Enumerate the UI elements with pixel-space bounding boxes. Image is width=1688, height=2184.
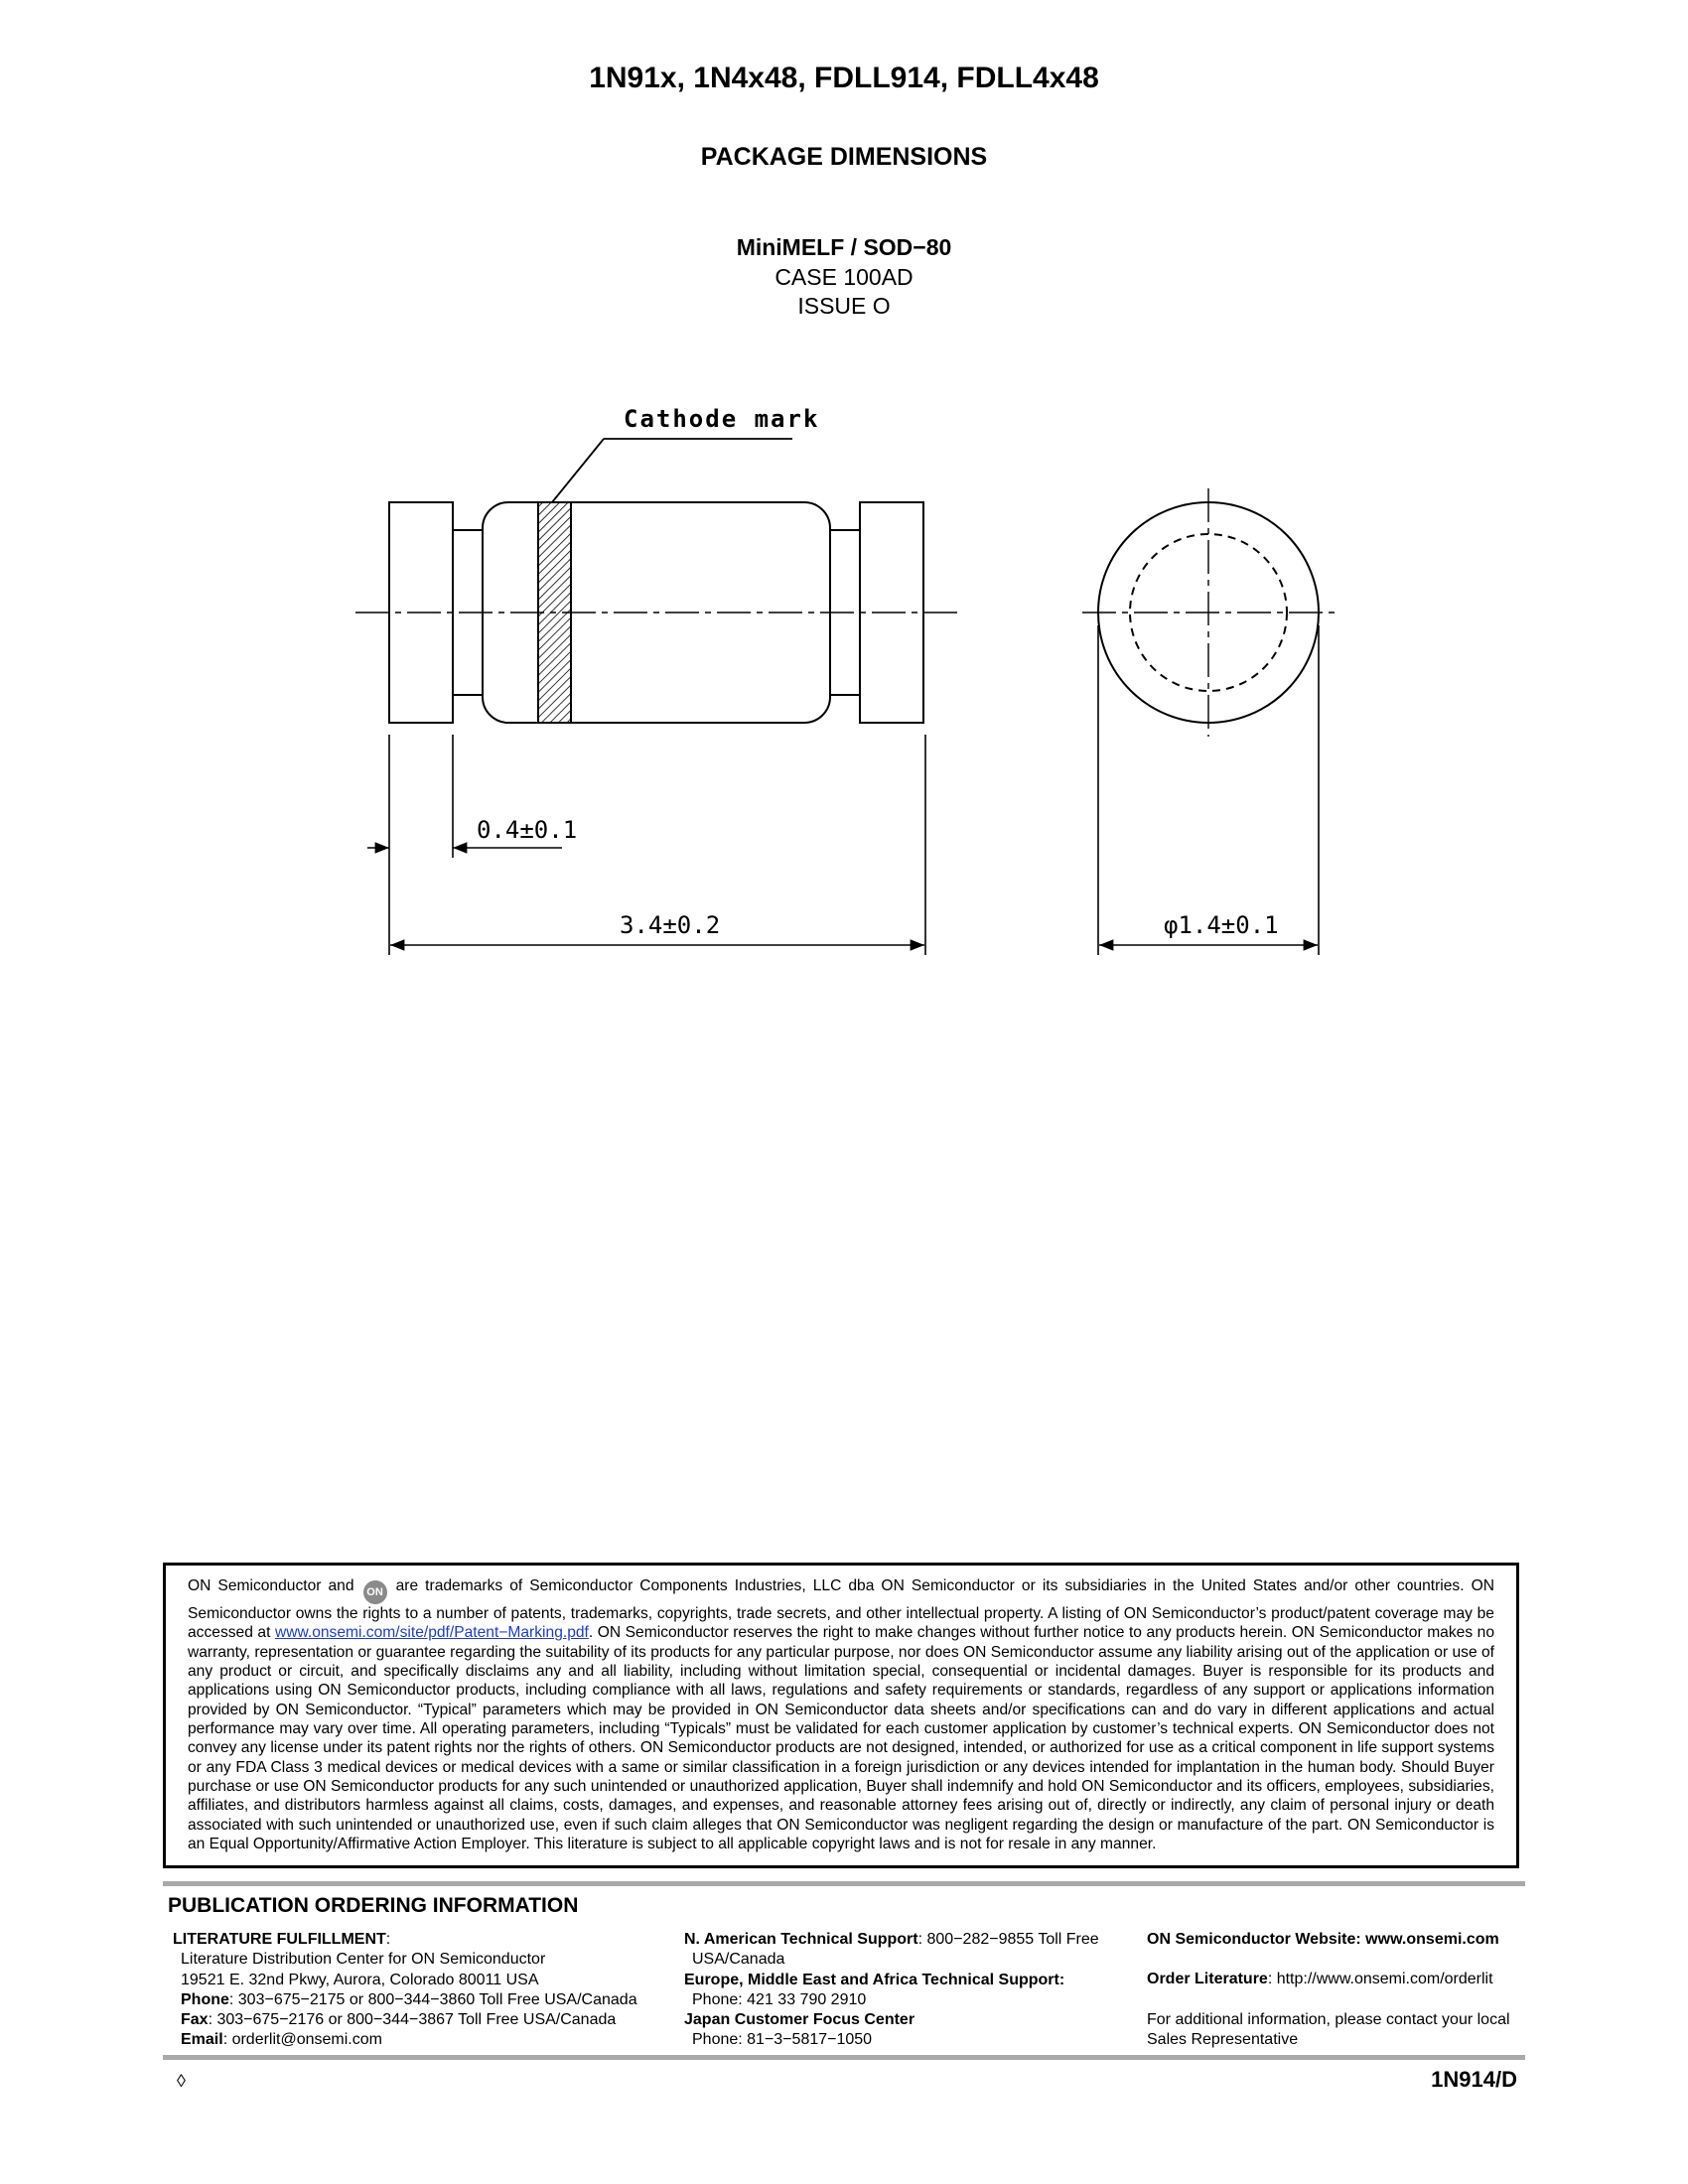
legal-text-part2: are trademarks of Semiconductor Components Industries, LLC dba ON Semiconductor or its subsidiaries in the United States and/or other countries. ON Semiconductor owns the rights to a number of patents, trademarks, copyrights, trade secrets, and other intellectual property. A listing of ON Semiconductor’s product/patent coverage may be accessed at — [188, 1577, 1494, 1642]
fax-value: : 303−675−2176 or 800−344−3867 Toll Free USA/Canada — [208, 2011, 617, 2029]
lead-width-dimension: 0.4±0.1 — [477, 816, 578, 844]
cathode-mark-label: Cathode mark — [624, 405, 820, 433]
technical-support-column — [684, 1930, 1141, 2051]
section-title: PACKAGE DIMENSIONS — [700, 143, 988, 171]
website-label: ON Semiconductor Website — [1147, 1931, 1356, 1948]
legal-text-part1: ON Semiconductor and — [188, 1577, 354, 1594]
na-support-region: USA/Canada — [692, 1951, 785, 1969]
japan-center-phone: Phone: 81−3−5817−1050 — [692, 2031, 873, 2049]
website-link[interactable]: : www.onsemi.com — [1355, 1931, 1499, 1948]
on-semiconductor-logo-icon: ON — [363, 1580, 387, 1604]
cathode-leader — [552, 439, 792, 502]
website-column — [1147, 1930, 1534, 2050]
na-support-label: N. American Technical Support — [684, 1931, 918, 1948]
ordering-title: PUBLICATION ORDERING INFORMATION — [168, 1894, 579, 1917]
fax-label: Fax — [181, 2011, 209, 2029]
literature-fulfillment-column — [173, 1930, 669, 2051]
end-view — [1082, 488, 1335, 737]
diameter-dimension: φ1.4±0.1 — [1164, 911, 1279, 939]
package-dimension-drawing — [0, 0, 1688, 993]
literature-label: LITERATURE FULFILLMENT — [173, 1931, 386, 1948]
package-issue: ISSUE O — [797, 293, 891, 319]
legal-disclaimer-box — [163, 1563, 1519, 1868]
legal-text-part3: . ON Semiconductor reserves the right to make changes without further notice to any products herein. ON Semiconductor makes no warranty, representation or guarantee regarding the suitability of its products for any particular purpose, nor does ON Semiconductor assume any liability arising out of the application or use of any product or circuit, and specifically disclaims any and all liability, including without limitation special, consequential or incidental damages. Buyer is responsible for its products and applications using ON Semiconductor products, including compliance with all laws, regulations and safety requirements or standards, regardless of any support or applications information provided by ON Semiconductor. “Typical” parameters which may be provided in ON Semiconductor data sheets and/or specifications can and do vary in different applications and actual performance may vary over time. All operating parameters, including “Typicals” must be validated for each customer application by customer’s technical experts. ON Semiconductor does not convey any license under its patent rights nor the rights of others. ON Semiconductor products are not designed, intended, or authorized for use as a critical component in life support systems or any FDA Class 3 medical devices or medical devices with a same or similar classification in a foreign jurisdiction or any devices intended for implantation in the human body. Should Buyer purchase or use ON Semiconductor products for any such unintended or unauthorized application, Buyer shall indemnify and hold ON Semiconductor and its officers, employees, subsidiaries, affiliates, and distributors harmless against all claims, costs, damages, and expenses, and reasonable attorney fees arising out of, directly or indirectly, any claim of personal injury or death associated with such unintended or unauthorized use, even if such claim alleges that ON Semiconductor was negligent regarding the design or manufacture of the part. ON Semiconductor is an Equal Opportunity/Affirmative Action Employer. This literature is subject to all applicable copyright laws and is not for resale in any manner. — [188, 1624, 1494, 1853]
diamond-symbol: ◊ — [177, 2071, 186, 2091]
patent-marking-link[interactable]: www.onsemi.com/site/pdf/Patent−Marking.pdf — [274, 1624, 589, 1642]
japan-center-label: Japan Customer Focus Center — [684, 2011, 915, 2029]
na-support-value: : 800−282−9855 Toll Free — [917, 1931, 1099, 1948]
divider-top — [163, 1881, 1525, 1886]
additional-info: For additional information, please contact your local Sales Representative — [1147, 2010, 1510, 2048]
package-name: MiniMELF / SOD−80 — [736, 234, 952, 260]
literature-address: 19521 E. 32nd Pkwy, Aurora, Colorado 80011 USA — [181, 1971, 539, 1988]
divider-bottom — [163, 2055, 1525, 2060]
email-value[interactable]: : orderlit@onsemi.com — [222, 2031, 382, 2049]
document-number: 1N914/D — [1431, 2067, 1517, 2092]
phone-value: : 303−675−2175 or 800−344−3860 Toll Free USA/Canada — [228, 1990, 637, 2008]
order-literature-link[interactable]: : http://www.onsemi.com/orderlit — [1267, 1971, 1493, 1988]
europe-support-phone: Phone: 421 33 790 2910 — [692, 1990, 867, 2008]
literature-center: Literature Distribution Center for ON Semiconductor — [181, 1951, 546, 1969]
package-case: CASE 100AD — [774, 264, 914, 290]
document-title: 1N91x, 1N4x48, FDLL914, FDLL4x48 — [589, 62, 1099, 94]
order-literature-label: Order Literature — [1147, 1971, 1268, 1988]
literature-colon: : — [385, 1931, 391, 1948]
phone-label: Phone — [181, 1990, 229, 2008]
europe-support-label: Europe, Middle East and Africa Technical Support: — [684, 1971, 1065, 1988]
overall-length-dimension: 3.4±0.2 — [620, 911, 721, 939]
legal-disclaimer-text — [188, 1576, 1494, 1853]
email-label: Email — [181, 2031, 223, 2049]
